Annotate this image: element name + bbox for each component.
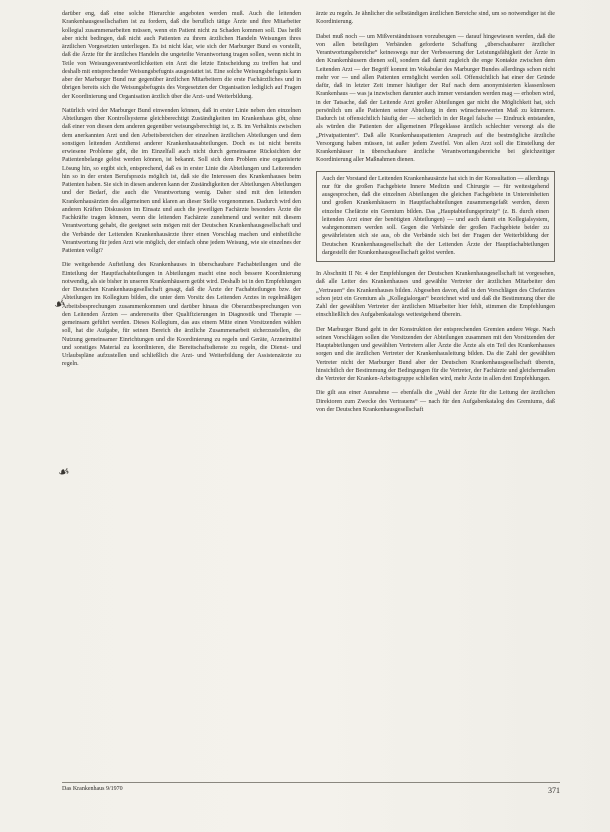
paragraph: In Abschnitt II Nr. 4 der Empfehlungen der Deutschen Krankenhausgesellschaft ist vorgesehen, daß alle Leiter des Krankenhauses und gewählte Vertreter der ärztlichen Mitarbeiter den „Vertrauen“ des Krankenhauses bilden. Abgesehen davon, daß in den Vorschlägen des Chefarztes schon jetzt ein Gremium als „Kollegialorgan“ bezeichnet wird und daß die Bestimmung über die Zahl der gewählten Vertreter der ärztlichen Mitarbeiter hier fehlt, stimmen die Empfehlungen einschließlich des Aufgabenkatalogs weitestgehend überein. <box>316 271 555 319</box>
paragraph: Die weitgehende Aufteilung des Krankenhauses in überschaubare Fachabteilungen und die Einteilung der Hauptfachabteilungen in Abteilungen macht eine noch bessere Koordinierung notwendig, als sie bisher in unseren Krankenhäusern geübt wird. Deshalb ist in den Empfehlungen der Deutschen Krankenhausgesellschaft gesagt, daß die Ärzte der Fachabteilungen bzw. der Abteilungen im Kollegium bilden, die unter dem Vorsitz des Leitenden Arztes in regelmäßigen Arbeitsbesprechungen zusammenkommen und darüber hinaus die Oberarztbesprechungen von den Leitenden Ärzten — andererseits über Qualifizierungen in Diagnostik und Therapie — gemeinsam geführt werden. Dieses Kollegium, das aus einem Mitte einen Vorsitzenden wählen soll, hat die Aufgabe, für seinen Bereich die ärztliche Zusammenarbeit sicherzustellen, die Nutzung gemeinsamer Einrichtungen und die Koordinierung zu regeln und Geräte, Arzneimittel und sonstiges Material zu koordinieren, die Bereitschaftsdienste zu regeln, die Dienst- und Urlaubspläne aufzustellen und schließlich die Arzt- und Weiterbildung der Assistenzärzte zu regeln. <box>62 262 301 368</box>
footer-source: Das Krankenhaus 9/1970 <box>62 786 123 792</box>
page-number: 371 <box>548 786 560 795</box>
margin-annotation-mark: ☙ <box>56 464 71 481</box>
boxed-note <box>316 171 555 263</box>
paragraph: Die gilt aus einer Ausnahme — ebenfalls die „Wahl der Ärzte für die Leitung der ärztlichen Direktoren zum Zwecke des Vertrauens“ — nach für den Aufgabenkatalog des Gremiums, daß von der Deutschen Krankenhausgesellschaft <box>316 390 555 413</box>
paragraph: ärzte zu regeln. Je ähnlicher die selbständigen ärztlichen Bereiche sind, um so notwendiger ist die Koordinierung. <box>316 11 555 26</box>
paragraph: Natürlich wird der Marburger Bund einwenden können, daß in erster Linie neben den einzelnen Abteilungen über Kontrollsysteme gleichberechtigt Zuständigkeiten im Krankenhaus gibt, ohne daß einer von diesen dem anderen gegenüber weisungsberechtigt ist, z. B. im Verhältnis zwischen dem anerkannten Arzt und den Arbeitsbereichen der einzelnen ärztlichen Abteilungen und dem sonstigen leitenden Arztdienst anderer Krankenhausabteilungen. Doch es ist nicht bereits erwiesene Probleme gibt, die im Einzelfall auch nicht durch gemeinsame Rücksichten der Patientenbelange gelöst werden können, ist bekannt. Soll sich dem Problem eine organisierte Lösung hin, so ergibt sich, entsprechend, daß es in erster Linie die Abteilungen und Leiterenden hin so in der ersten Berufspraxis möglich ist, daß sie die Interessen des Krankenhauses beim Patienten haben. Sie sich in diesen anderen kann der Zuständigkeiten der Abteilungen Abteilungen und der Bedarf, die auch die Verantwortung wenig. Daher sind mit den leitenden Krankenhausärzten des allgemeinen und klaren an dieser Stelle vorgenommen. Dadurch wird den anderen Kräften Diskussion im Einsatz und auch die jeweiligen Fachärzte besonders Ärzte die Fachkräfte tragen können, wenn die leitenden Fachärzte zunehmend und weiter mit diesem Verantwortung gehabt, die geeignet sein mögen mit der Deutschen Krankenhausgesellschaft und die Verbände der Leitenden Krankenhausärzte ihrer einen Vorschlag machen und einheitliche Verantwortung für jeden Arzt wie möglich, der einfach ohne jedem Weisung, wie sie einzelnes der Patienten vollgt? <box>62 107 301 254</box>
right-text-column <box>316 10 555 420</box>
paragraph: darüber eng, daß eine solche Hierarchie angeboten werden muß. Auch die leitenden Krankenhausgesellschaften ist zu fordern, daß die beruflich tätige Ärzte und ihre Mitarbeiter kollegial zusammenarbeiten müssen, wenn ein Patient nicht zu Schaden kommen soll. Das heißt aber nicht bedingen, daß nicht auch Patienten zu ihrem ärztlichen Handeln Weisungen ihres ärztlichen Vorgesetzten unterliegen. Es ist nicht klar, wie sich der Marburger Bund es vorstellt, daß die Ärzte für ihr ärztliches Handeln die ungeteilte Verantwortung tragen sollen, wenn nicht in Teile von Weisungsverantwortlichkeiten ein Arzt die letzte Entscheidung zu treffen hat und deshalb mit entsprechender Weisungsbefugnis ausgestattet ist. Eine solche Weisungsbefugnis kann aber der Marburger Bund nur gegenüber ärztlichen Mitarbeitern die erste Fachärztliches und in übrigen bereits sich die Weisungsbefugnis des Vorgesetzten der Organisation lediglich auf Fragen der Koordinierung und Organisation ärztlich über die Arzt- und Weiterbildung. <box>62 11 301 100</box>
page-footer <box>62 782 560 795</box>
boxed-note-text: Auch der Vorstand der Leitenden Krankenhausärzte hat sich in der Konsultation — allerdings nur für die großen Fachgebiete Innere Medizin und Chirurgie — für weitestgehend ausgesprochen, daß die einzelnen Abteilungen die gleichen Fachgebiete in Untereinheiten und großen Krankenhäusern in Hauptfachabteilungen zusammengefaßt werden, deren einzelne Chefärzte ein Gremium bilden. Das „Hauptabteilungsprinzip“ (z. B. durch einen leitenden Arzt einer der benötigten Abteilungen) — und auch damit ein Kollegialsystem, wahrgenommen werden soll. Gegen die Verbände der großen Fachgebiete beider zu gewährleisten sich sie aus, ob die Verbände sich bei der Fragen der Weiterbildung der Deutschen Krankenhausgesellschaft die der Leitenden Ärzte der Hauptfachabteilungen dargestellt der Krankenhausgesellschaft gelöst werden. <box>322 175 549 256</box>
margin-annotation-mark: ☙ <box>51 295 68 314</box>
paragraph: Dabei muß noch — um Mißverständnissen vorzubeugen — darauf hingewiesen werden, daß die von allen beteiligten Verbänden geforderte Schaffung „überschaubarer ärztlicher Verantwortungsbereiche“ keineswegs nur der Verbesserung der Leistungsfähigkeit der Ärzte in den Krankenhäusern dienen soll, sondern daß damit zugleich die enge Kontakte zwischen dem Leitenden Arzt — der Begriff kommt im Vokabular des Marburger Bundes allerdings schon nicht mehr vor — und allen Patienten ermöglicht werden soll. Offensichtlich hat einer der Gründe dafür, daß in letzter Zeit immer häufiger der Ruf nach dem anonymisierten klassenlosen Krankenhaus — was ja inzwischen darunter auch immer verstanden werden mag — erhoben wird, in der Tatsache, daß der Leitende Arzt großer Abteilungen gar nicht die Möglichkeit hat, sich persönlich um alle Patienten seiner Abteilung in dem wünschenswerten Maß zu kümmern. Dadurch ist offensichtlich häufig der — sicherlich in der Regel falsche — Eindruck entstanden, als würden die Patienten der allgemeinen Pflegeklasse ärztlich schlechter versorgt als die „Privatpatienten“. Daß alle Krankenhauspatienten Anspruch auf die bestmögliche ärztliche Versorgung haben müssen, ist außer jedem Zweifel. Von allen Arzt soll die Einstellung der Krankenhäuser in überschaubare ärztliche Verantwortungsbereiche bei gleichzeitiger Koordinierung aller Maßnahmen dienen. <box>316 33 555 164</box>
left-text-column <box>62 10 301 375</box>
paragraph: Der Marburger Bund geht in der Konstruktion der entsprechenden Gremien andere Wege. Nach seinen Vorschlägen sollen die Vorsitzenden der Abteilungen zusammen mit den Vorsitzenden der Hauptabteilungen und gewählten Vertretern aller Ärzte die Ärzte als ein Teil des Krankenhauses sorgen und die ärztlichen Vertreter der Krankenhausleitung bilden. Da die Zahl der gewählten Vertreter nicht der Marburger Bund aber der Deutschen Krankenhausgesellschaft überein, hinsichtlich der Bestimmung der Bedingungen für die Vertreter, der Fachärzte und gleichermaßen die Vertreter der Kranken-Arbeitsgruppe schließen wird, mehr Ärzte in allen drei Empfehlungen. <box>316 326 555 382</box>
